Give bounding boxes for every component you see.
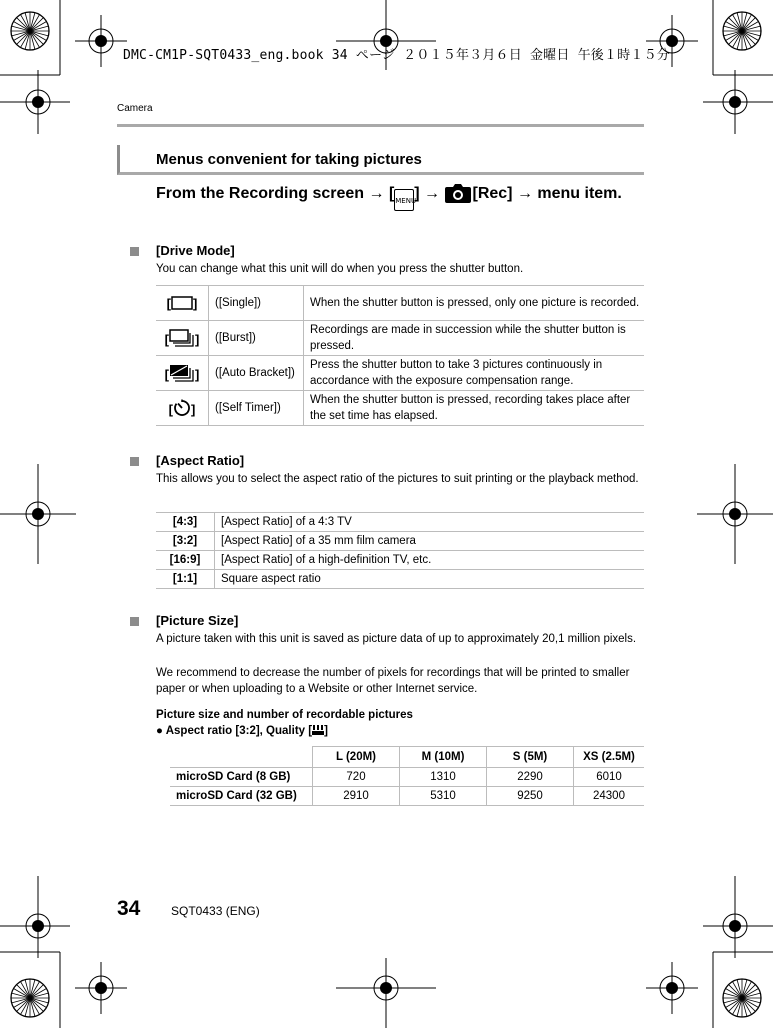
cell: 6010 — [574, 768, 645, 787]
table-row — [156, 532, 644, 551]
table-row — [156, 513, 644, 532]
table-row: [ ] ([Burst]) Recordings are made in succession while the shutter button is pressed. — [156, 321, 644, 356]
drive-name: ([Single]) — [209, 286, 304, 321]
path-prefix: From the Recording screen → [ — [156, 185, 395, 202]
drive-name: ([Self Timer]) — [209, 391, 304, 426]
running-head: Camera — [117, 103, 153, 114]
bullet-dot: ● — [156, 725, 163, 737]
drive-name: ([Burst]) — [209, 321, 304, 356]
table-row — [156, 551, 644, 570]
drive-mode-title: [Drive Mode] — [156, 243, 235, 258]
section-title: Menus convenient for taking pictures — [156, 151, 422, 168]
aspect-desc: [Aspect Ratio] of a 35 mm film camera — [215, 532, 645, 551]
camera-icon — [444, 182, 472, 204]
aspect-key: [4:3] — [156, 513, 215, 532]
fine-quality-icon — [312, 725, 324, 735]
doc-code: SQT0433 (ENG) — [171, 904, 260, 918]
table-row — [156, 570, 644, 589]
col-header: S (5M) — [487, 747, 574, 768]
row-label: microSD Card (32 GB) — [170, 787, 313, 806]
header-rule — [117, 124, 644, 127]
aspect-quality-end: ] — [324, 725, 328, 737]
col-header: XS (2.5M) — [574, 747, 645, 768]
aspect-ratio-table — [156, 512, 644, 589]
drive-desc: When the shutter button is pressed, recording takes place after the set time has elapsed. — [304, 391, 645, 426]
picture-size-table — [170, 746, 644, 806]
table-header-row — [170, 747, 644, 768]
col-header: L (20M) — [313, 747, 400, 768]
aspect-quality-note — [156, 723, 328, 739]
drive-mode-table — [156, 285, 644, 426]
drive-mode-description: You can change what this unit will do when you press the shutter button. — [156, 263, 524, 275]
cell: 720 — [313, 768, 400, 787]
bullet-square — [130, 617, 139, 626]
single-icon — [171, 296, 193, 310]
row-label: microSD Card (8 GB) — [170, 768, 313, 787]
aspect-key: [1:1] — [156, 570, 215, 589]
path-mid: ] → — [414, 185, 445, 202]
self-timer-icon — [173, 399, 191, 417]
aspect-desc: [Aspect Ratio] of a 4:3 TV — [215, 513, 645, 532]
table-row — [170, 768, 644, 787]
aspect-desc: Square aspect ratio — [215, 570, 645, 589]
burst-icon — [169, 329, 195, 347]
bullet-square — [130, 457, 139, 466]
cell: 5310 — [400, 787, 487, 806]
auto-bracket-icon — [169, 364, 195, 382]
drive-desc: When the shutter button is pressed, only one picture is recorded. — [304, 286, 645, 321]
cell: 2910 — [313, 787, 400, 806]
drive-desc: Recordings are made in succession while the shutter button is pressed. — [304, 321, 645, 356]
page-number: 34 — [117, 897, 141, 920]
picture-size-title: [Picture Size] — [156, 613, 239, 628]
bullet-square — [130, 247, 139, 256]
picture-size-subheading: Picture size and number of recordable pictures — [156, 709, 413, 721]
picture-size-recommendation: We recommend to decrease the number of pixels for recordings that will be printed to smaller paper or when uploading to a Website or other Internet service. — [156, 667, 630, 695]
menu-icon: MENU — [394, 189, 414, 211]
cell: 24300 — [574, 787, 645, 806]
cell: 2290 — [487, 768, 574, 787]
table-row: [ ] ([Auto Bracket]) Press the shutter button to take 3 pictures continuously in accordance with the exposure compensation range. — [156, 356, 644, 391]
aspect-quality-text: Aspect ratio [3:2], Quality [ — [165, 725, 313, 737]
aspect-ratio-title: [Aspect Ratio] — [156, 453, 245, 468]
aspect-ratio-description: This allows you to select the aspect ratio of the pictures to suit printing or the playback method. — [156, 473, 639, 485]
table-row: [ ] ([Self Timer]) When the shutter button is pressed, recording takes place after the set time has elapsed. — [156, 391, 644, 426]
table-row — [156, 286, 644, 321]
drive-name: ([Auto Bracket]) — [209, 356, 304, 391]
table-row — [170, 787, 644, 806]
drive-desc: Press the shutter button to take 3 pictures continuously in accordance with the exposure compensation range. — [304, 356, 645, 391]
aspect-key: [16:9] — [156, 551, 215, 570]
path-rec: [Rec] → menu item. — [472, 185, 622, 202]
col-header: M (10M) — [400, 747, 487, 768]
aspect-key: [3:2] — [156, 532, 215, 551]
single-cell: [ ] — [156, 286, 209, 321]
cell: 9250 — [487, 787, 574, 806]
cell: 1310 — [400, 768, 487, 787]
picture-size-description: A picture taken with this unit is saved as picture data of up to approximately 20,1 million pixels. — [156, 633, 637, 645]
print-header: DMC-CM1P-SQT0433_eng.book 34 ページ ２０１５年３月６日 金曜日 午後１時１５分 — [123, 48, 670, 63]
menu-path — [156, 182, 626, 211]
aspect-desc: [Aspect Ratio] of a high-definition TV, etc. — [215, 551, 645, 570]
